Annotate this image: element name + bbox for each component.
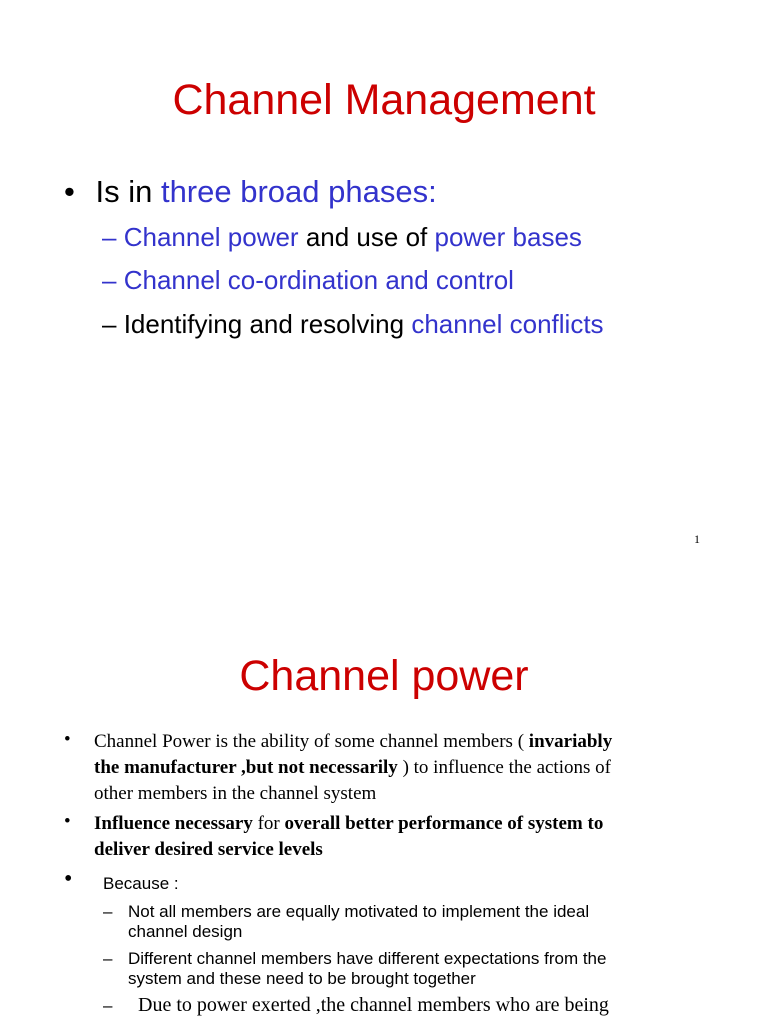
slide2-title: Channel power [239, 652, 529, 700]
dash-symbol: – [103, 902, 113, 921]
text-part-bold: the manufacturer ,but not necessarily [94, 757, 398, 778]
subitem-part: Identifying and resolving [123, 309, 412, 339]
slide1-bullet [64, 174, 437, 210]
slide2-bullet2 [94, 811, 603, 863]
dash-symbol: – [102, 265, 117, 295]
dash-symbol: – [102, 222, 117, 252]
slide1-subitem-coordination [102, 265, 514, 296]
subitem-part: power bases [434, 222, 582, 252]
bullet-symbol: • [64, 866, 73, 892]
text-line: other members in the channel system [94, 783, 377, 804]
text-part-bold: overall better performance of system to [284, 813, 604, 834]
slide2-bullet1 [94, 729, 612, 807]
dash-symbol: – [103, 949, 113, 968]
bullet-text-prefix: Is in [95, 174, 161, 209]
slide1-title: Channel Management [172, 76, 596, 124]
dash-symbol: – [103, 996, 113, 1015]
slide2-subitem-power-exerted: Due to power exerted ,the channel members who are being [128, 994, 609, 1016]
page-number: 1 [694, 532, 700, 546]
slide2-bullet3-label: Because : [103, 874, 179, 893]
bullet-symbol: • [64, 174, 75, 209]
subitem-part: channel conflicts [411, 309, 604, 339]
slide2-subitem-motivation [128, 902, 589, 942]
slide1-subitem-channel-power [102, 222, 582, 253]
subitem-part: and use of [298, 222, 435, 252]
text-part-bold: invariably [528, 731, 613, 752]
subitem-part: Channel co-ordination and control [123, 265, 514, 295]
slide2-subitem-expectations [128, 949, 606, 989]
slide1-subitem-conflicts [102, 309, 604, 340]
bullet-symbol: • [64, 811, 71, 832]
text-line: Different channel members have different expectations from the [128, 949, 607, 968]
text-part: Channel Power is the ability of some channel members ( [94, 731, 529, 752]
text-line: system and these need to be brought together [128, 969, 476, 988]
text-part: ) to influence the actions of [397, 757, 611, 778]
text-line-bold: deliver desired service levels [94, 839, 323, 860]
text-part: for [252, 813, 285, 834]
text-line: channel design [128, 922, 243, 941]
bullet-text-highlight: three broad phases: [160, 174, 437, 209]
dash-symbol: – [102, 309, 117, 339]
subitem-part: Channel power [123, 222, 299, 252]
bullet-symbol: • [64, 729, 71, 750]
text-part-bold: Influence necessary [94, 813, 253, 834]
text-line: Not all members are equally motivated to implement the ideal [128, 902, 590, 921]
